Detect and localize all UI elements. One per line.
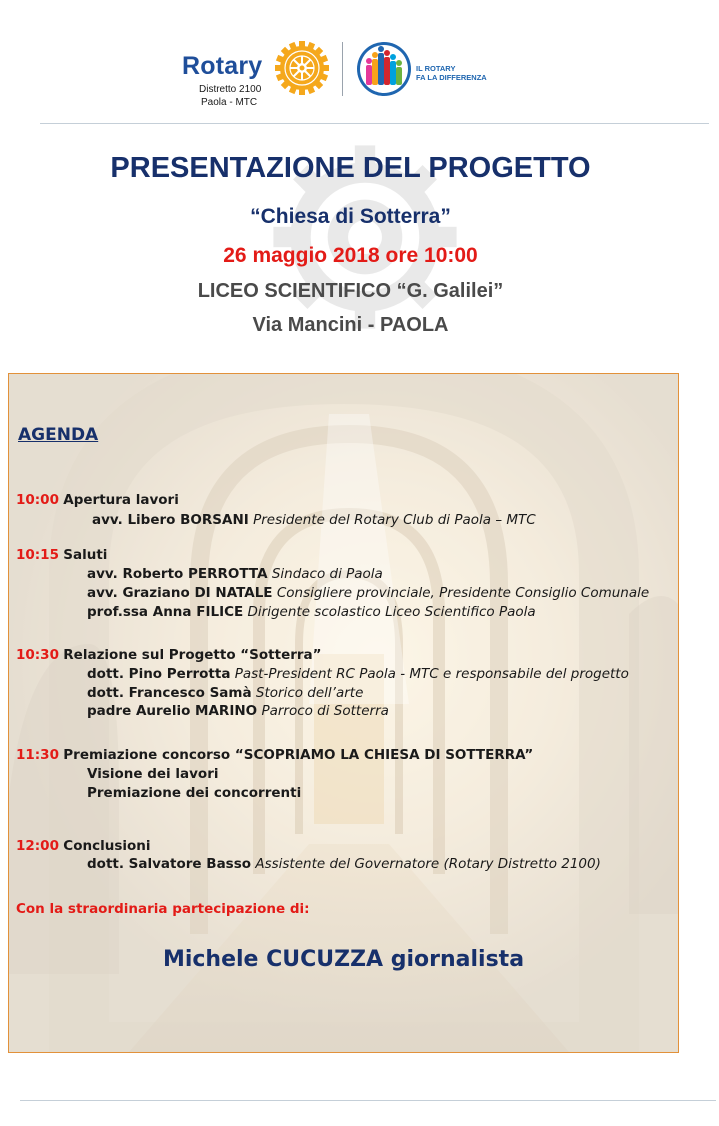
- agenda-speaker: [87, 666, 629, 682]
- agenda-subitem: [87, 785, 301, 801]
- agenda-item-1000: [16, 492, 179, 508]
- agenda-speaker: [92, 512, 536, 528]
- agenda-item-title: Saluti: [63, 547, 108, 563]
- agenda-subitem: [87, 766, 219, 782]
- speaker-role: Presidente del Rotary Club di Paola – MTC: [253, 512, 536, 528]
- agenda-time: 10:15: [16, 547, 59, 563]
- logo-divider: [342, 42, 343, 96]
- rotary-wordmark: Rotary: [182, 52, 263, 80]
- subitem-label: Visione dei lavori: [87, 766, 219, 782]
- agenda-speaker: [87, 856, 601, 872]
- agenda-time: 10:00: [16, 492, 59, 508]
- agenda-speaker: [87, 604, 536, 620]
- speaker-role: Past-President RC Paola - MTC e responsabile del progetto: [234, 666, 629, 682]
- agenda-item-1200: [16, 838, 151, 854]
- project-name: “Chiesa di Sotterra”: [250, 205, 451, 228]
- event-title: PRESENTAZIONE DEL PROGETTO: [110, 152, 591, 184]
- club-label: Paola - MTC: [201, 97, 258, 108]
- speaker-name: dott. Salvatore Basso: [87, 856, 252, 872]
- rotary-theme-logo: [356, 41, 412, 97]
- rotary-wheel-logo: [274, 40, 330, 96]
- speaker-name: dott. Francesco Samà: [87, 685, 252, 701]
- agenda-speaker: [87, 685, 363, 701]
- agenda-item-title: Apertura lavori: [63, 492, 179, 508]
- theme-line-2: FA LA DIFFERENZA: [416, 73, 487, 82]
- speaker-name: prof.ssa Anna FILICE: [87, 604, 244, 620]
- special-participation-note: Con la straordinaria partecipazione di:: [16, 901, 310, 917]
- agenda-item-1130: [16, 747, 533, 763]
- agenda-time: 11:30: [16, 747, 59, 763]
- special-guest: Michele CUCUZZA giornalista: [162, 947, 525, 972]
- agenda-time: 10:30: [16, 647, 59, 663]
- agenda-item-1030: [16, 647, 322, 663]
- speaker-role: Sindaco di Paola: [271, 566, 383, 582]
- subitem-label: Premiazione dei concorrenti: [87, 785, 302, 801]
- agenda-item-1015: [16, 547, 107, 563]
- footer-divider: [20, 1100, 716, 1101]
- agenda-time: 12:00: [16, 838, 59, 854]
- header-divider: [40, 123, 709, 124]
- speaker-name: avv. Libero BORSANI: [92, 512, 249, 528]
- agenda-panel: [8, 373, 679, 1053]
- theme-line-1: IL ROTARY: [416, 64, 456, 73]
- agenda-item-title: Conclusioni: [63, 838, 151, 854]
- event-venue: LICEO SCIENTIFICO “G. Galilei”: [197, 280, 504, 302]
- district-label: Distretto 2100: [199, 84, 262, 95]
- speaker-role: Assistente del Governatore (Rotary Distretto 2100): [255, 856, 601, 872]
- agenda-item-title: Premiazione concorso “SCOPRIAMO LA CHIESA DI SOTTERRA”: [63, 747, 534, 763]
- header: [0, 0, 719, 110]
- speaker-role: Parroco di Sotterra: [261, 703, 389, 719]
- speaker-name: dott. Pino Perrotta: [87, 666, 231, 682]
- theme-text: [416, 64, 526, 82]
- agenda-item-title: Relazione sul Progetto “Sotterra”: [63, 647, 322, 663]
- agenda-heading: AGENDA: [18, 425, 99, 445]
- speaker-name: padre Aurelio MARINO: [87, 703, 258, 719]
- event-address: Via Mancini - PAOLA: [252, 314, 449, 336]
- speaker-role: Storico dell’arte: [255, 685, 364, 701]
- speaker-name: avv. Graziano DI NATALE: [87, 585, 273, 601]
- agenda-speaker: [87, 585, 649, 601]
- agenda-speaker: [87, 566, 383, 582]
- speaker-role: Consigliere provinciale, Presidente Consiglio Comunale: [276, 585, 650, 601]
- speaker-role: Dirigente scolastico Liceo Scientifico Paola: [247, 604, 536, 620]
- event-date: 26 maggio 2018 ore 10:00: [223, 244, 478, 267]
- speaker-name: avv. Roberto PERROTTA: [87, 566, 268, 582]
- agenda-speaker: [87, 703, 389, 719]
